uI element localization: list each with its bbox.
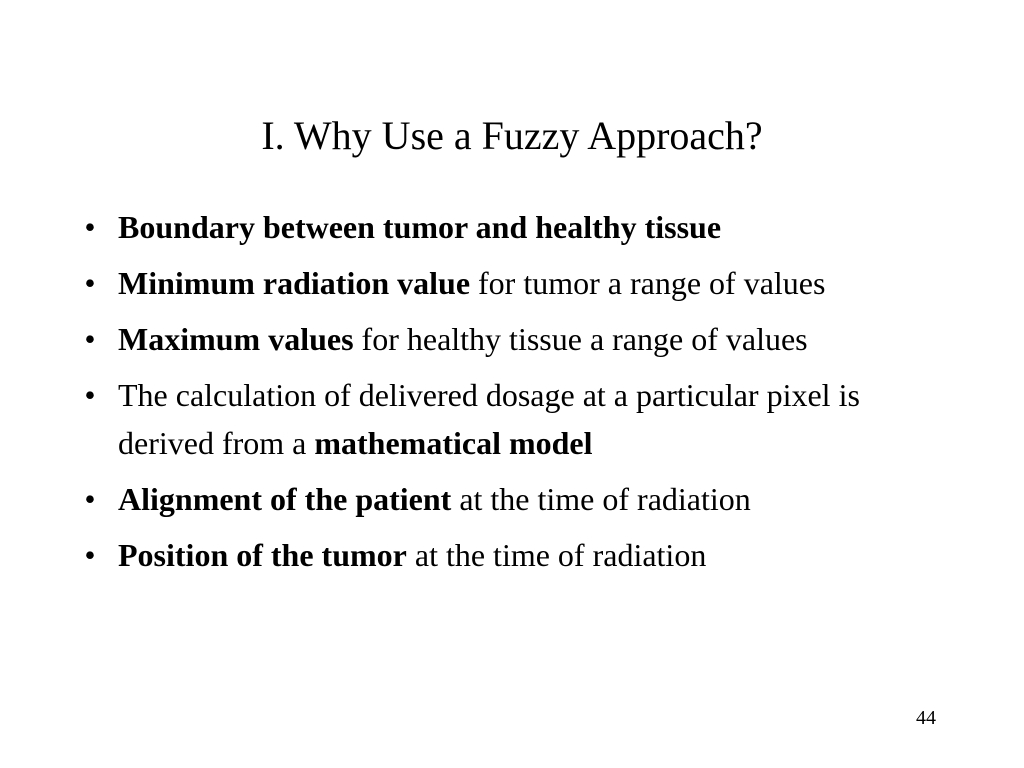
bullet-text: for healthy tissue a range of values — [353, 321, 808, 357]
bullet-bold-text: Boundary between tumor and healthy tissue — [118, 209, 722, 245]
bullet-item-alignment — [80, 475, 940, 523]
bullet-bold-text-end: mathematical model — [314, 425, 593, 461]
bullet-bold-text: Alignment of the patient — [118, 481, 452, 517]
bullet-text: at the time of radiation — [451, 481, 751, 517]
bullet-item-position — [80, 531, 940, 579]
bullet-item-maximum-values — [80, 315, 940, 363]
bullet-bold-text: Maximum values — [118, 321, 354, 357]
bullet-item-boundary — [80, 203, 940, 251]
bullet-dot-icon: • — [84, 377, 96, 413]
bullet-item-minimum-radiation — [80, 259, 940, 307]
bullet-text: for tumor a range of values — [470, 265, 826, 301]
bullet-dot-icon: • — [84, 481, 96, 517]
bullet-dot-icon: • — [84, 209, 96, 245]
bullet-dot-icon: • — [84, 321, 96, 357]
bullet-text: The calculation of delivered dosage at a particular pixel is derived from a — [118, 377, 860, 461]
bullet-item-calculation — [80, 371, 940, 467]
bullet-dot-icon: • — [84, 265, 96, 301]
slide-title: I. Why Use a Fuzzy Approach? — [261, 113, 763, 158]
bullet-bold-text: Minimum radiation value — [118, 265, 471, 301]
bullet-bold-text: Position of the tumor — [118, 537, 407, 573]
bullet-text: at the time of radiation — [406, 537, 707, 573]
page-number: 44 — [916, 707, 936, 729]
bullet-dot-icon: • — [84, 537, 96, 573]
bullet-list — [80, 203, 940, 587]
